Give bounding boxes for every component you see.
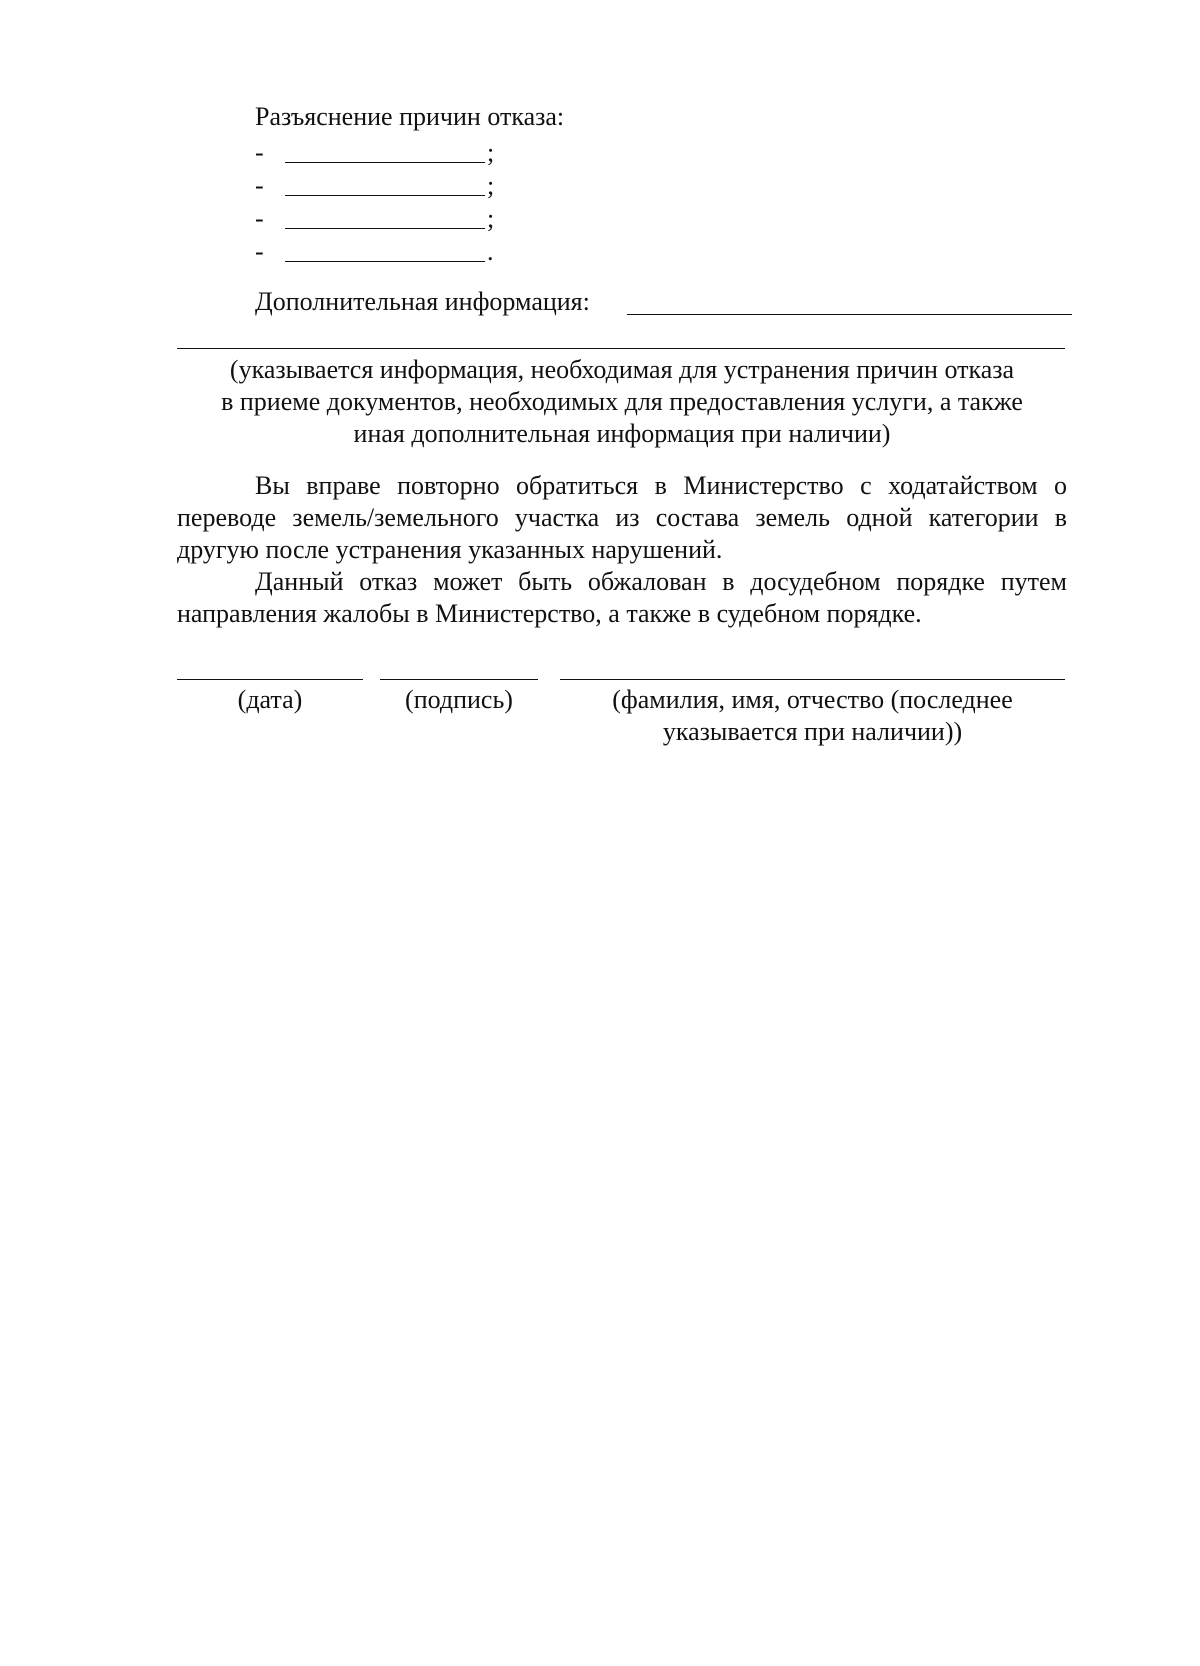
reapply-paragraph xyxy=(177,470,1067,566)
blank-line xyxy=(285,162,485,163)
list-dash: - xyxy=(255,237,264,266)
full-name-line xyxy=(560,679,1065,680)
list-terminator: ; xyxy=(487,204,495,233)
full-name-caption-line-1: (фамилия, имя, отчество (последнее xyxy=(612,685,1013,714)
note-line-1: (указывается информация, необходимая для устранения причин отказа xyxy=(229,355,1015,384)
full-name-caption xyxy=(560,684,1065,748)
list-terminator: ; xyxy=(487,171,495,200)
additional-info-blank-line xyxy=(627,314,1072,315)
blank-line xyxy=(285,195,485,196)
blank-line xyxy=(285,261,485,262)
date-line xyxy=(177,679,363,680)
list-terminator: ; xyxy=(487,138,495,167)
signature-caption: (подпись) xyxy=(405,685,513,714)
additional-info-note xyxy=(177,354,1067,450)
list-terminator: . xyxy=(487,237,494,266)
blank-line xyxy=(285,228,485,229)
list-dash: - xyxy=(255,171,264,200)
note-line-2: в приеме документов, необходимых для предоставления услуги, а также xyxy=(221,387,1023,416)
additional-info-label: Дополнительная информация: xyxy=(255,287,590,316)
additional-info-full-line xyxy=(177,348,1065,349)
full-name-caption-line-2: указывается при наличии)) xyxy=(662,717,963,746)
appeal-text: Данный отказ может быть обжалован в досудебном порядке путем направления жалобы в Министерство, а также в судебном порядке. xyxy=(177,567,1067,628)
reapply-text: Вы вправе повторно обратиться в Министерство с ходатайством о переводе земель/земельного участка из состава земель одной категории в другую после устранения указанных нарушений. xyxy=(177,471,1067,564)
list-dash: - xyxy=(255,204,264,233)
appeal-paragraph xyxy=(177,566,1067,630)
refusal-reasons-heading: Разъяснение причин отказа: xyxy=(255,102,565,131)
date-caption: (дата) xyxy=(237,685,303,714)
note-line-3: иная дополнительная информация при наличии) xyxy=(353,419,891,448)
signature-line xyxy=(380,679,538,680)
list-dash: - xyxy=(255,138,264,167)
